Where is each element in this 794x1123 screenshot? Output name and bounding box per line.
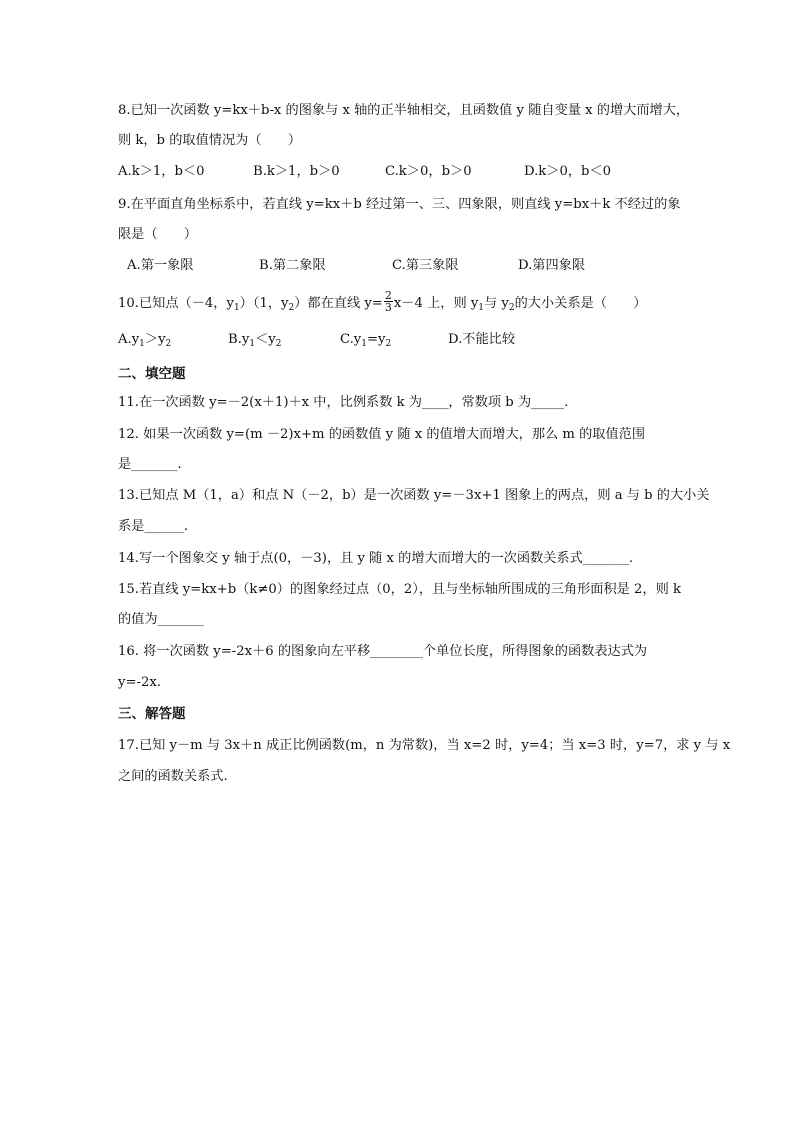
question-9-option-d: D.第四象限 (518, 258, 586, 273)
question-15-line-1: 15.若直线 y=kx+b（k≠0）的图象经过点（0，2），且与坐标轴所围成的三角形面积是 2，则 k (118, 582, 681, 597)
q10-suffix: 的大小关系是（ ） (514, 296, 647, 311)
question-8-option-c: C.k＞0，b＞0 (385, 164, 472, 179)
q10-mid-1: ）（1，y (239, 296, 289, 311)
question-13-line-2: 系是______. (118, 519, 189, 534)
fraction-numerator: 2 (384, 289, 392, 302)
q10-sub-1: 1 (233, 303, 240, 313)
question-9-line-2: 限是（ ） (118, 227, 198, 242)
question-17-line-1: 17.已知 y－m 与 3x＋n 成正比例函数(m，n 为常数)，当 x=2 时，y=4；当 x=3 时，y=7，求 y 与 x (118, 738, 731, 753)
section-2-title: 二、填空题 (118, 366, 186, 382)
question-10-option-b: $B.y_1<y_2$ (228, 332, 282, 349)
q10-sub-4: 2 (508, 303, 515, 313)
question-10-option-c: $C.y_1=y_2$ (340, 332, 392, 349)
question-8-line-1: 8.已知一次函数 y=kx＋b-x 的图象与 x 轴的正半轴相交，且函数值 y 随自变量 x 的增大而增大， (118, 103, 690, 118)
q10-sub-2: 2 (288, 303, 295, 313)
question-14: 14.写一个图象交 y 轴于点(0，－3)，且 y 随 x 的增大而增大的一次函数关系式_______. (118, 551, 634, 566)
question-8-option-b: B.k＞1，b＞0 (253, 164, 340, 179)
section-3-title: 三、解答题 (118, 706, 186, 722)
question-11: 11.在一次函数 y=－2(x＋1)＋x 中，比例系数 k 为____，常数项 b 为_____. (118, 395, 569, 410)
question-12-line-1: 12. 如果一次函数 y=(m －2)x+m 的函数值 y 随 x 的值增大而增大，那么 m 的取值范围 (118, 427, 646, 442)
q10-prefix: 10.已知点（－4，y (118, 296, 234, 311)
q10-sub-3: 1 (478, 303, 485, 313)
question-8-option-d: D.k＞0，b＜0 (524, 164, 612, 179)
question-10-option-d: D.不能比较 (448, 332, 516, 347)
question-8-option-a: A.k＞1，b＜0 (118, 164, 205, 179)
question-16-line-2: y=-2x. (118, 675, 161, 690)
question-9-option-c: C.第三象限 (392, 258, 459, 273)
q10-mid-3: 与 y (484, 296, 509, 311)
question-12-line-2: 是_______. (118, 457, 182, 472)
question-8-line-2: 则 k，b 的取值情况为（ ） (118, 133, 302, 148)
fraction-two-thirds (384, 290, 393, 313)
question-9-option-a: A.第一象限 (127, 258, 194, 273)
question-17-line-2: 之间的函数关系式. (118, 769, 228, 784)
question-10-option-a: $A.y_1>y_2$ (118, 332, 172, 349)
question-13-line-1: 13.已知点 M（1，a）和点 N（－2，b）是一次函数 y=－3x+1 图象上的两点，则 a 与 b 的大小关 (118, 488, 710, 503)
question-9-option-b: B.第二象限 (259, 258, 326, 273)
question-16-line-1: 16. 将一次函数 y=-2x＋6 的图象向左平移________个单位长度，所得图象的函数表达式为 (118, 644, 648, 659)
fraction-denominator: 3 (384, 301, 392, 314)
question-10-line (118, 289, 647, 315)
q10-after-fraction: x－4 上，则 y (393, 296, 479, 311)
question-15-line-2: 的值为_______ (118, 612, 204, 627)
question-9-line-1: 9.在平面直角坐标系中，若直线 y=kx＋b 经过第一、三、四象限，则直线 y=bx＋k 不经过的象 (118, 197, 681, 212)
q10-mid-2: ）都在直线 y= (294, 296, 383, 311)
